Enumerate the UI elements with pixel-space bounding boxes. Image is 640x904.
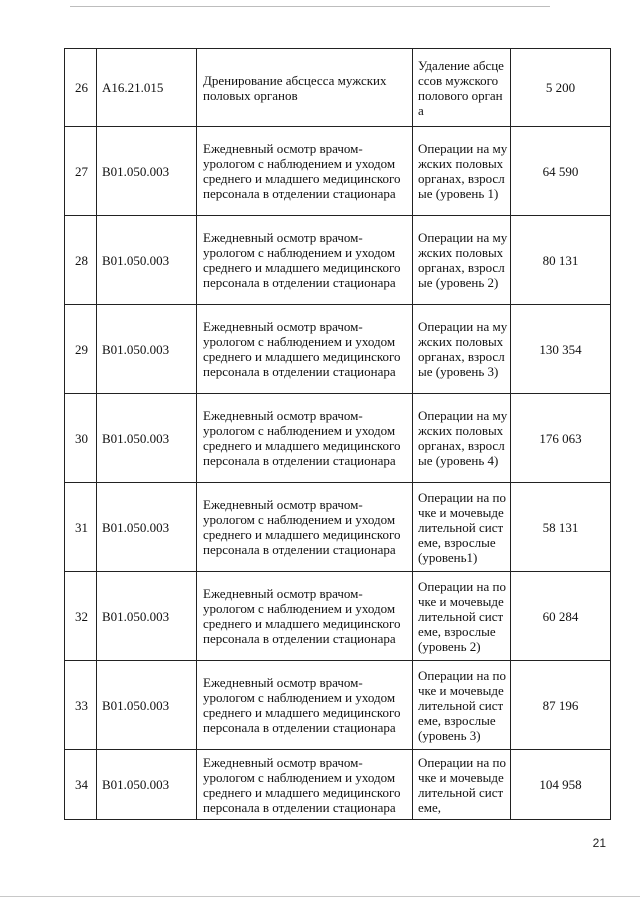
service-name: Ежедневный осмотр врачом-урологом с наблюдением и уходом среднего и младшего медицинского персонала в отделении стационара (197, 750, 413, 820)
service-price: 130 354 (511, 305, 611, 394)
service-name: Ежедневный осмотр врачом-урологом с наблюдением и уходом среднего и младшего медицинского персонала в отделении стационара (197, 483, 413, 572)
table-row (65, 572, 611, 661)
table-row (65, 49, 611, 127)
service-name: Ежедневный осмотр врачом-урологом с наблюдением и уходом среднего и младшего медицинского персонала в отделении стационара (197, 305, 413, 394)
service-code: B01.050.003 (97, 483, 197, 572)
page-number: 21 (592, 836, 606, 850)
scan-artifact-line (0, 896, 640, 897)
service-group: Операции на мужских половых органах, взрослые (уровень 4) (413, 394, 511, 483)
table-row (65, 483, 611, 572)
service-name: Дренирование абсцесса мужских половых органов (197, 49, 413, 127)
service-price: 58 131 (511, 483, 611, 572)
service-name: Ежедневный осмотр врачом-урологом с наблюдением и уходом среднего и младшего медицинского персонала в отделении стационара (197, 127, 413, 216)
table-row (65, 127, 611, 216)
table-row (65, 305, 611, 394)
row-number: 28 (65, 216, 97, 305)
service-code: B01.050.003 (97, 216, 197, 305)
service-group: Операции на мужских половых органах, взрослые (уровень 2) (413, 216, 511, 305)
service-price: 176 063 (511, 394, 611, 483)
service-code: B01.050.003 (97, 394, 197, 483)
scan-artifact-line (70, 6, 550, 7)
service-name: Ежедневный осмотр врачом-урологом с наблюдением и уходом среднего и младшего медицинского персонала в отделении стационара (197, 661, 413, 750)
row-number: 26 (65, 49, 97, 127)
row-number: 34 (65, 750, 97, 820)
service-group: Операции на мужских половых органах, взрослые (уровень 3) (413, 305, 511, 394)
table-row (65, 216, 611, 305)
service-group: Операции на почке и мочевыделительной системе, взрослые (уровень1) (413, 483, 511, 572)
service-group: Операции на почке и мочевыделительной системе, взрослые (уровень 2) (413, 572, 511, 661)
table-row (65, 750, 611, 820)
service-price: 60 284 (511, 572, 611, 661)
service-group: Операции на мужских половых органах, взрослые (уровень 1) (413, 127, 511, 216)
table-row (65, 661, 611, 750)
service-price: 80 131 (511, 216, 611, 305)
service-price: 5 200 (511, 49, 611, 127)
services-price-table (64, 48, 611, 820)
service-price: 64 590 (511, 127, 611, 216)
service-code: B01.050.003 (97, 305, 197, 394)
row-number: 27 (65, 127, 97, 216)
service-group: Операции на почке и мочевыделительной системе, взрослые (уровень 3) (413, 661, 511, 750)
service-code: B01.050.003 (97, 127, 197, 216)
service-code: B01.050.003 (97, 750, 197, 820)
service-group: Операции на почке и мочевыделительной системе, (413, 750, 511, 820)
service-group: Удаление абсцессов мужского полового органа (413, 49, 511, 127)
service-price: 104 958 (511, 750, 611, 820)
row-number: 31 (65, 483, 97, 572)
service-code: B01.050.003 (97, 661, 197, 750)
service-name: Ежедневный осмотр врачом-урологом с наблюдением и уходом среднего и младшего медицинского персонала в отделении стационара (197, 216, 413, 305)
service-name: Ежедневный осмотр врачом-урологом с наблюдением и уходом среднего и младшего медицинского персонала в отделении стационара (197, 572, 413, 661)
row-number: 29 (65, 305, 97, 394)
service-code: A16.21.015 (97, 49, 197, 127)
row-number: 33 (65, 661, 97, 750)
service-name: Ежедневный осмотр врачом-урологом с наблюдением и уходом среднего и младшего медицинского персонала в отделении стационара (197, 394, 413, 483)
service-code: B01.050.003 (97, 572, 197, 661)
row-number: 32 (65, 572, 97, 661)
row-number: 30 (65, 394, 97, 483)
table-row (65, 394, 611, 483)
service-price: 87 196 (511, 661, 611, 750)
